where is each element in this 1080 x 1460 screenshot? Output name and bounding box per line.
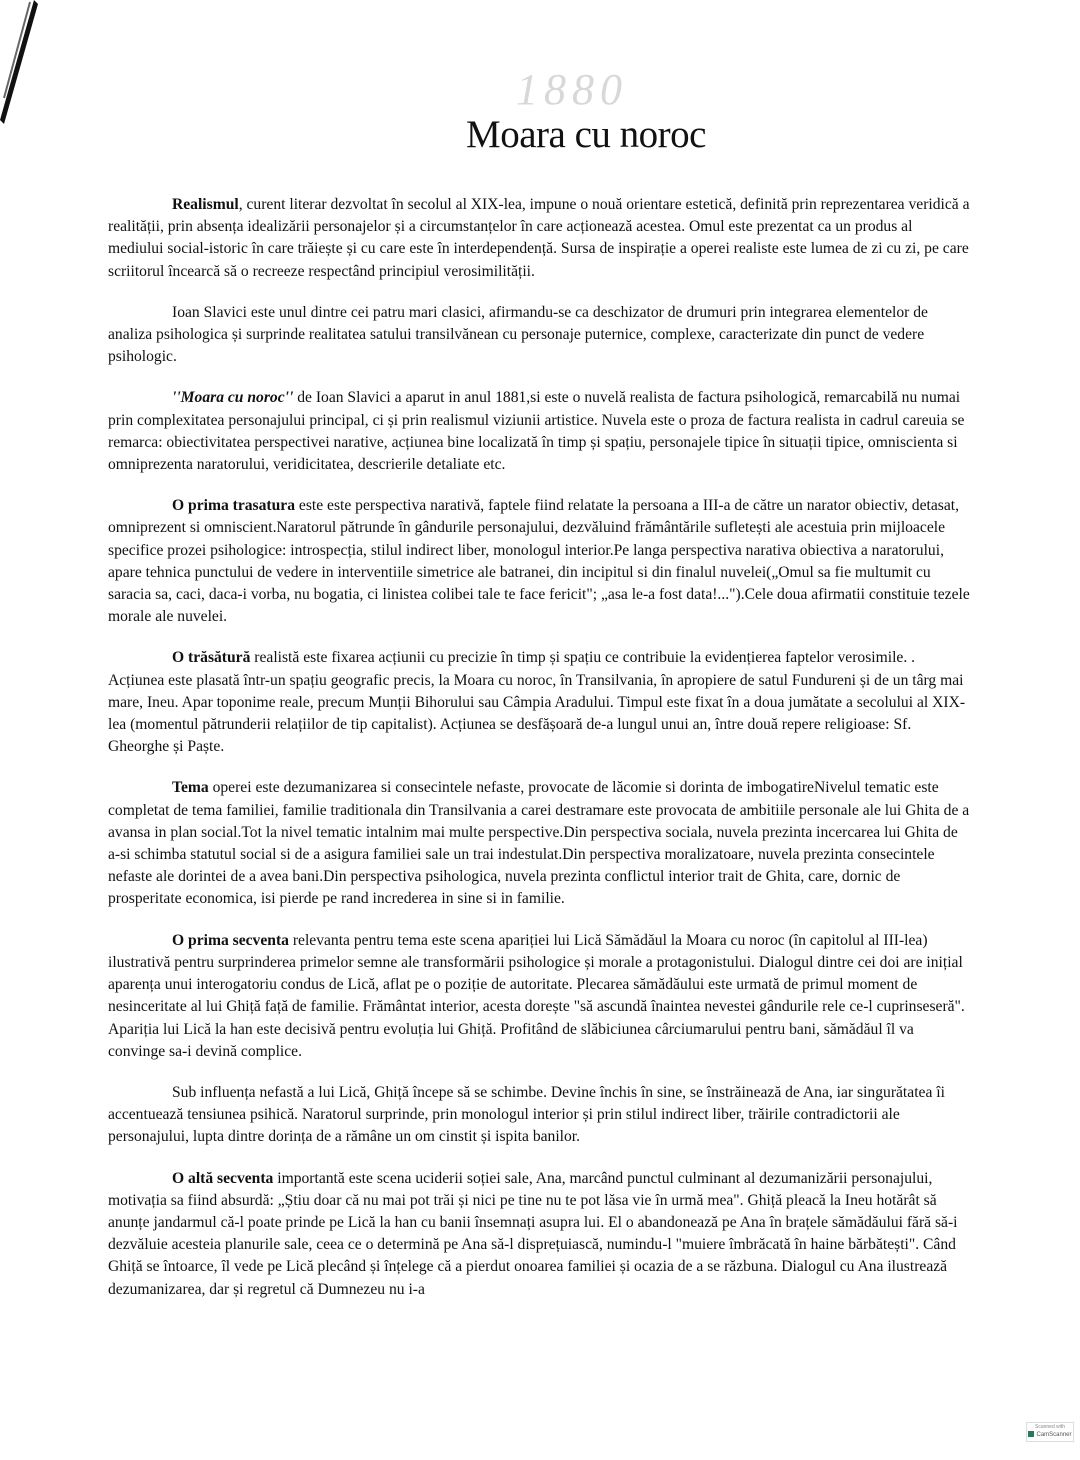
paragraph-text: relevanta pentru tema este scena apariției lui Lică Sămădăul la Moara cu noroc (în capitolul al III-lea) ilustrativă pentru surprinderea primelor semne ale transformării psihologice și morale a protagonistului. Dialogul dintre cei doi are inițial aparența unui interogatoriu condus de Lică, aflat pe o poziție de autoritate. Plecarea sămădăului este urmată de primul moment de nesinceritate al lui Ghiță față de familie. Frământat interior, acesta dorește "să ascundă înaintea nevestei gândurile rele ce-l cuprinseseră". Apariția lui Lică la han este decisivă pentru evoluția lui Ghiță. Profitând de slăbiciunea cârciumarului pentru bani, sămădăul îl va convinge sa-i devină complice. <box>108 931 965 1060</box>
paragraph-work <box>108 387 970 476</box>
paragraph-realism <box>108 194 970 283</box>
paragraph-author <box>108 302 970 369</box>
paragraph-lead: O altă secventa <box>172 1169 274 1187</box>
pen-stroke-mark <box>0 0 40 130</box>
paragraph-lead: O prima trasatura <box>172 497 295 515</box>
page-title: Moara cu noroc <box>466 113 706 156</box>
paragraph-first-trait <box>108 495 970 628</box>
paragraph-second-sequence <box>108 1168 970 1301</box>
document-body <box>108 194 970 1320</box>
paragraph-text: este este perspectiva narativă, faptele fiind relatate la persoana a III-a de către un narator obiectiv, detasat, omniprezent si omniscient.Naratorul pătrunde în gândurile personajului, dezvăluind frământările sufletești ale acestuia prin mijloacele specifice prozei psihologice: introspecția, stilul indirect liber, monologul interior.Pe langa perspectiva narativa obiectiva a naratorului, apare tehnica punctului de vedere in interventiile simetrice ale batranei, din incipitul si din finalul nuvelei(„Omul sa fie multumit cu saracia sa, caci, daca-i vorba, nu bogatia, ci linistea colibei tale te face fericit"; „asa le-a fost data!...").Cele doua afirmatii constituie tezele morale ale nuvelei. <box>108 497 970 626</box>
paragraph-text: importantă este scena uciderii soției sale, Ana, marcând punctul culminant al dezumanizării personajului, motivația sa fiind absurdă: „Știu doar că nu mai pot trăi și nici pe tine nu te pot lăsa vie în urmă mea". Ghiță pleacă la Ineu hotărât să anunțe jandarmul că-l poate prinde pe Lică la han cu banii însemnați asupra lui. El o abandonează pe Ana în brațele sămădăului fără să-i dezvăluie acesteia planurile sale, ceea ce o determină pe Ana să-l disprețuiască, numindu-l "muiere îmbrăcată în haine bărbătești". Când Ghiță se întoarce, îl vede pe Lică plecând și înțelege că a pierdut onoarea familiei și ocazia de a se răzbuna. Dialogul cu Ana ilustrează dezumanizarea, dar și regretul că Dumnezeu nu i-a <box>108 1169 958 1298</box>
paragraph-second-trait <box>108 647 970 758</box>
work-title-italic: ''Moara cu noroc'' <box>172 389 294 407</box>
paragraph-lead: O prima secventa <box>172 931 289 949</box>
paragraph-text: , curent literar dezvoltat în secolul al XIX-lea, impune o nouă orientare estetică, definită prin reprezentarea veridică a realității, prin absența idealizării personajelor și a circumstanțelor în care acționează acestea. Omul este prezentat ca un produs al mediului social-istoric în care trăiește și cu care este în interdependență. Sursa de inspirație a operei realiste este lumea de zi cu zi, pe care scriitorul încearcă să o recreeze respectând principiul verosimilității. <box>108 196 970 280</box>
paragraph-first-sequence <box>108 930 970 1063</box>
paragraph-lead: O trăsătură <box>172 649 251 667</box>
paragraph-theme <box>108 777 970 910</box>
paragraph-lead: Tema <box>172 779 209 797</box>
paragraph-text: Sub influența nefastă a lui Lică, Ghiță începe să se schimbe. Devine închis în sine, se înstrăinează de Ana, iar singurătatea îi accentuează tensiunea psihică. Naratorul surprinde, prin monologul interior și prin stilul indirect liber, trăirile contradictorii ale personajului, lupta dintre dorința de a rămâne un om cinstit și ispita banilor. <box>108 1083 945 1146</box>
paragraph-influence <box>108 1082 970 1149</box>
paragraph-text: Ioan Slavici este unul dintre cei patru mari clasici, afirmandu-se ca deschizator de drumuri prin integrarea elementelor de analiza psihologica și surprinde realitatea satului transilvănean cu personaje puternice, complexe, caracterizate din punct de vedere psihologic. <box>108 303 928 366</box>
pencil-annotation: 1880 <box>516 65 628 114</box>
paragraph-text: realistă este fixarea acțiunii cu precizie în timp și spațiu ce contribuie la evidențierea faptelor verosimile. . Acțiunea este plasată într-un spațiu geografic precis, la Moara cu noroc, în Transilvania, în apropiere de satul Fundureni și de un târg mai mare, Ineu. Apar toponime reale, precum Munții Bihorului sau Câmpia Aradului. Timpul este fixat în a doua jumătate a secolului al XIX-lea (momentul pătrunderii relațiilor de tip capitalist). Acțiunea se desfășoară de-a lungul unui an, între două repere religioase: Sf. Gheorghe și Paște. <box>108 649 966 756</box>
watermark-caption: Scanned with <box>1034 1424 1066 1430</box>
paragraph-text: de Ioan Slavici a aparut in anul 1881,si este o nuvelă realista de factura psihologică, remarcabilă nu numai prin complexitatea personajului principal, ci și prin realismul viziunii artistice. Nuvela este o proza de factura realista in cadrul careuia se remarca: obiectivitatea perspectivei narative, acțiunea bine localizată în timp și spațiu, personajele tipice în situații tipice, omniscienta si omniprezenta naratorului, veridicitatea, descrierile detaliate etc. <box>108 389 965 474</box>
watermark-brand: CamScanner <box>1036 1432 1072 1438</box>
camscanner-logo-icon <box>1028 1431 1034 1437</box>
paragraph-lead: Realismul <box>172 196 239 213</box>
camscanner-watermark <box>1026 1422 1074 1442</box>
paragraph-text: operei este dezumanizarea si consecintele nefaste, provocate de lăcomie si dorinta de imbogatireNivelul tematic este completat de tema familiei, familie traditionala din Transilvania a carei destramare este provocata de ambitiile personale ale lui Ghita de a avansa in plan social.Tot la nivel tematic intalnim mai multe perspective.Din perspectiva sociala, nuvela prezinta incercarea lui Ghita de a-si schimba statutul social si de a asigura familiei sale un trai indestulat.Din perspectiva moralizatoare, nuvela prezinta consecintele nefaste ale dorintei de a avea bani.Din perspectiva psihologica, nuvela prezinta conflictul interior trait de Ghita, care, dornic de prosperitate economica, isi pierde pe rand increderea in sine si in familie. <box>108 779 970 908</box>
